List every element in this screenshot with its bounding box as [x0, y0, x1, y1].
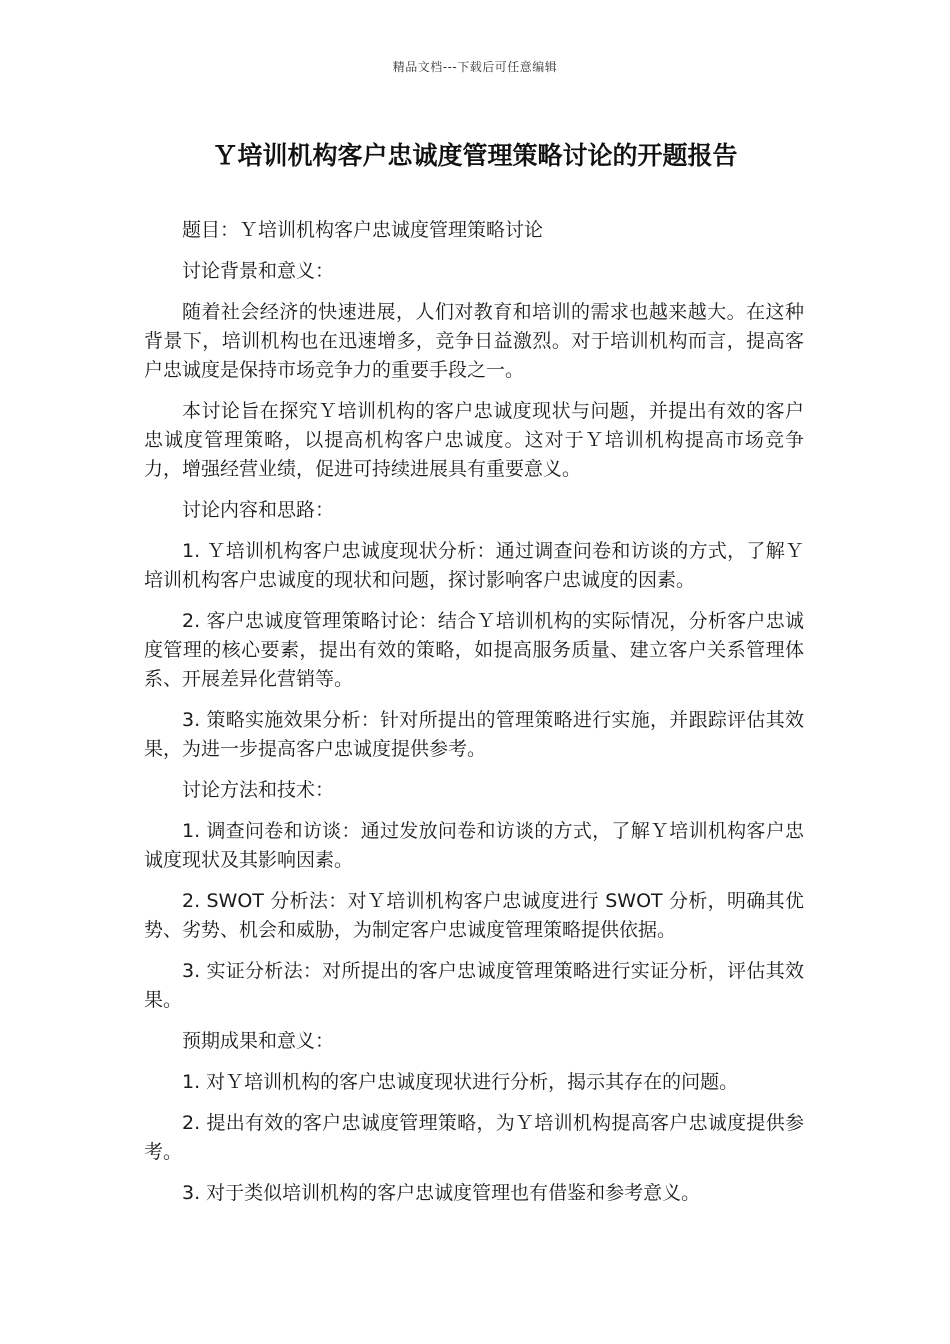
paragraph-topic: 题目：Ｙ培训机构客户忠诚度管理策略讨论 [182, 219, 544, 241]
paragraph-outcomes-1: 1. 对Ｙ培训机构的客户忠诚度现状进行分析，揭示其存在的问题。 [182, 1071, 739, 1093]
paragraph-content-3: 3. 策略实施效果分析：针对所提出的管理策略进行实施，并跟踪评估其效果，为进一步提高客户忠诚度提供参考。 [144, 709, 804, 760]
paragraph-content-1: 1. Ｙ培训机构客户忠诚度现状分析：通过调查问卷和访谈的方式，了解Ｙ培训机构客户忠诚度的现状和问题，探讨影响客户忠诚度的因素。 [144, 540, 804, 591]
paragraph-outcomes-3: 3. 对于类似培训机构的客户忠诚度管理也有借鉴和参考意义。 [182, 1182, 701, 1204]
paragraph-background-2: 本讨论旨在探究Ｙ培训机构的客户忠诚度现状与问题，并提出有效的客户忠诚度管理策略，以提高机构客户忠诚度。这对于Ｙ培训机构提高市场竞争力，增强经营业绩，促进可持续进展具有重要意义。 [144, 400, 804, 480]
heading-outcomes: 预期成果和意义： [182, 1030, 335, 1052]
header-note: 精品文档---下载后可任意编辑 [392, 60, 558, 74]
paragraph-methods-2: 2. SWOT 分析法：对Ｙ培训机构客户忠诚度进行 SWOT 分析，明确其优势、劣势、机会和威胁，为制定客户忠诚度管理策略提供依据。 [144, 890, 804, 941]
heading-methods: 讨论方法和技术： [182, 779, 335, 801]
heading-content: 讨论内容和思路： [182, 499, 335, 521]
document-title: Ｙ培训机构客户忠诚度管理策略讨论的开题报告 [212, 141, 738, 170]
document-body [144, 216, 804, 1220]
paragraph-background-1: 随着社会经济的快速进展，人们对教育和培训的需求也越来越大。在这种背景下，培训机构也在迅速增多，竞争日益激烈。对于培训机构而言，提高客户忠诚度是保持市场竞争力的重要手段之一。 [144, 301, 804, 381]
paragraph-methods-1: 1. 调查问卷和访谈：通过发放问卷和访谈的方式，了解Ｙ培训机构客户忠诚度现状及其影响因素。 [144, 820, 804, 871]
paragraph-outcomes-2: 2. 提出有效的客户忠诚度管理策略，为Ｙ培训机构提高客户忠诚度提供参考。 [144, 1112, 804, 1163]
paragraph-content-2: 2. 客户忠诚度管理策略讨论：结合Ｙ培训机构的实际情况，分析客户忠诚度管理的核心要素，提出有效的策略，如提高服务质量、建立客户关系管理体系、开展差异化营销等。 [144, 610, 804, 690]
heading-background: 讨论背景和意义： [182, 260, 335, 282]
paragraph-methods-3: 3. 实证分析法：对所提出的客户忠诚度管理策略进行实证分析，评估其效果。 [144, 960, 804, 1011]
